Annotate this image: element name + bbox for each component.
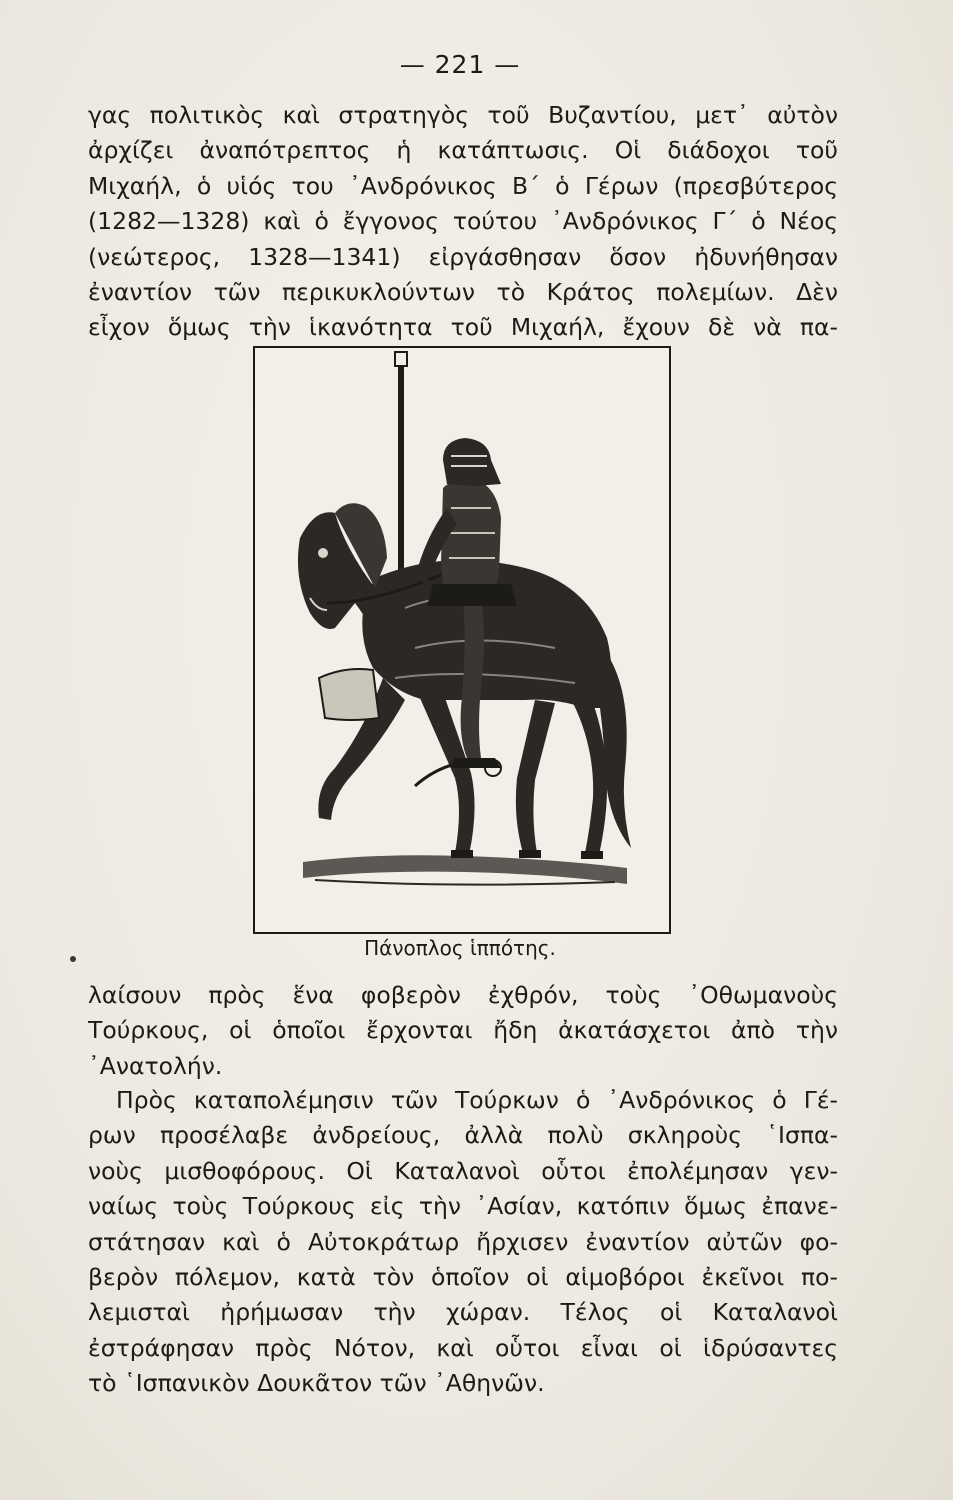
text-line: γας πολιτικὸς καὶ στρατηγὸς τοῦ Βυζαντίου, μετ᾿ αὐτὸν	[88, 101, 838, 129]
text-line: (νεώτερος, 1328—1341) εἰργάσθησαν ὅσον ἠδυνήθησαν	[88, 242, 838, 271]
text-line: ναίως τοὺς Τούρκους εἰς τὴν ᾿Ασίαν, κατόπιν ὅμως ἐπανε-	[88, 1192, 838, 1221]
margin-dot	[70, 956, 76, 962]
text-line: ἐστράφησαν πρὸς Νότον, καὶ οὗτοι εἶναι οἱ ἱδρύσαντες	[88, 1333, 838, 1362]
text-line: ἐναντίον τῶν περικυκλούντων τὸ Κράτος πολεμίων. Δὲν	[88, 277, 838, 306]
text-line: ἀρχίζει ἀναπότρεπτος ἡ κατάπτωσις. Οἱ διάδοχοι τοῦ	[88, 136, 838, 165]
text-line: βερὸν πόλεμον, κατὰ τὸν ὁποῖον οἱ αἱμοβόροι ἐκεῖνοι πο-	[88, 1262, 838, 1291]
text-line: Μιχαήλ, ὁ υἱός του ᾿Ανδρόνικος Β΄ ὁ Γέρων (πρεσβύτερος	[88, 171, 838, 200]
text-line: λεμισταὶ ἠρήμωσαν τὴν χώραν. Τέλος οἱ Καταλανοὶ	[88, 1298, 838, 1327]
text-line: (1282—1328) καὶ ὁ ἔγγονος τούτου ᾿Ανδρόνικος Γ΄ ὁ Νέος	[88, 207, 838, 236]
text-line: ρων προσέλαβε ἀνδρείους, ἀλλὰ πολὺ σκληροὺς ῾Ισπα-	[88, 1121, 838, 1150]
text-line: εἶχον ὅμως τὴν ἱκανότητα τοῦ Μιχαήλ, ἔχουν δὲ νὰ πα-	[88, 313, 838, 342]
text-line: τὸ ῾Ισπανικὸν Δουκᾶτον τῶν ᾿Αθηνῶν.	[88, 1369, 545, 1398]
knight-illustration	[253, 346, 671, 934]
text-line: νοὺς μισθοφόρους. Οἱ Καταλανοὶ οὗτοι ἐπολέμησαν γεν-	[88, 1156, 838, 1185]
text-line: ᾿Ανατολήν.	[88, 1051, 223, 1080]
paragraph-bottom	[88, 1083, 838, 1402]
text-line: Πρὸς καταπολέμησιν τῶν Τούρκων ὁ ᾿Ανδρόνικος ὁ Γέ-	[116, 1086, 838, 1114]
text-line: Τούρκους, οἱ ὁποῖοι ἔρχονται ἤδη ἀκατάσχετοι ἀπὸ τὴν	[88, 1016, 838, 1045]
paragraph-middle	[88, 978, 838, 1084]
paragraph-top	[88, 98, 838, 346]
text-line: στάτησαν καὶ ὁ Αὐτοκράτωρ ἤρχισεν ἐναντίον αὐτῶν φο-	[88, 1227, 838, 1256]
figure-caption: Πάνοπλος ἱππότης.	[364, 936, 556, 960]
text-line: λαίσουν πρὸς ἕνα φοβερὸν ἐχθρόν, τοὺς ᾿Οθωμανοὺς	[88, 981, 838, 1009]
page-number: — 221 —	[399, 50, 521, 79]
armored-knight-on-horse-icon	[255, 348, 669, 932]
